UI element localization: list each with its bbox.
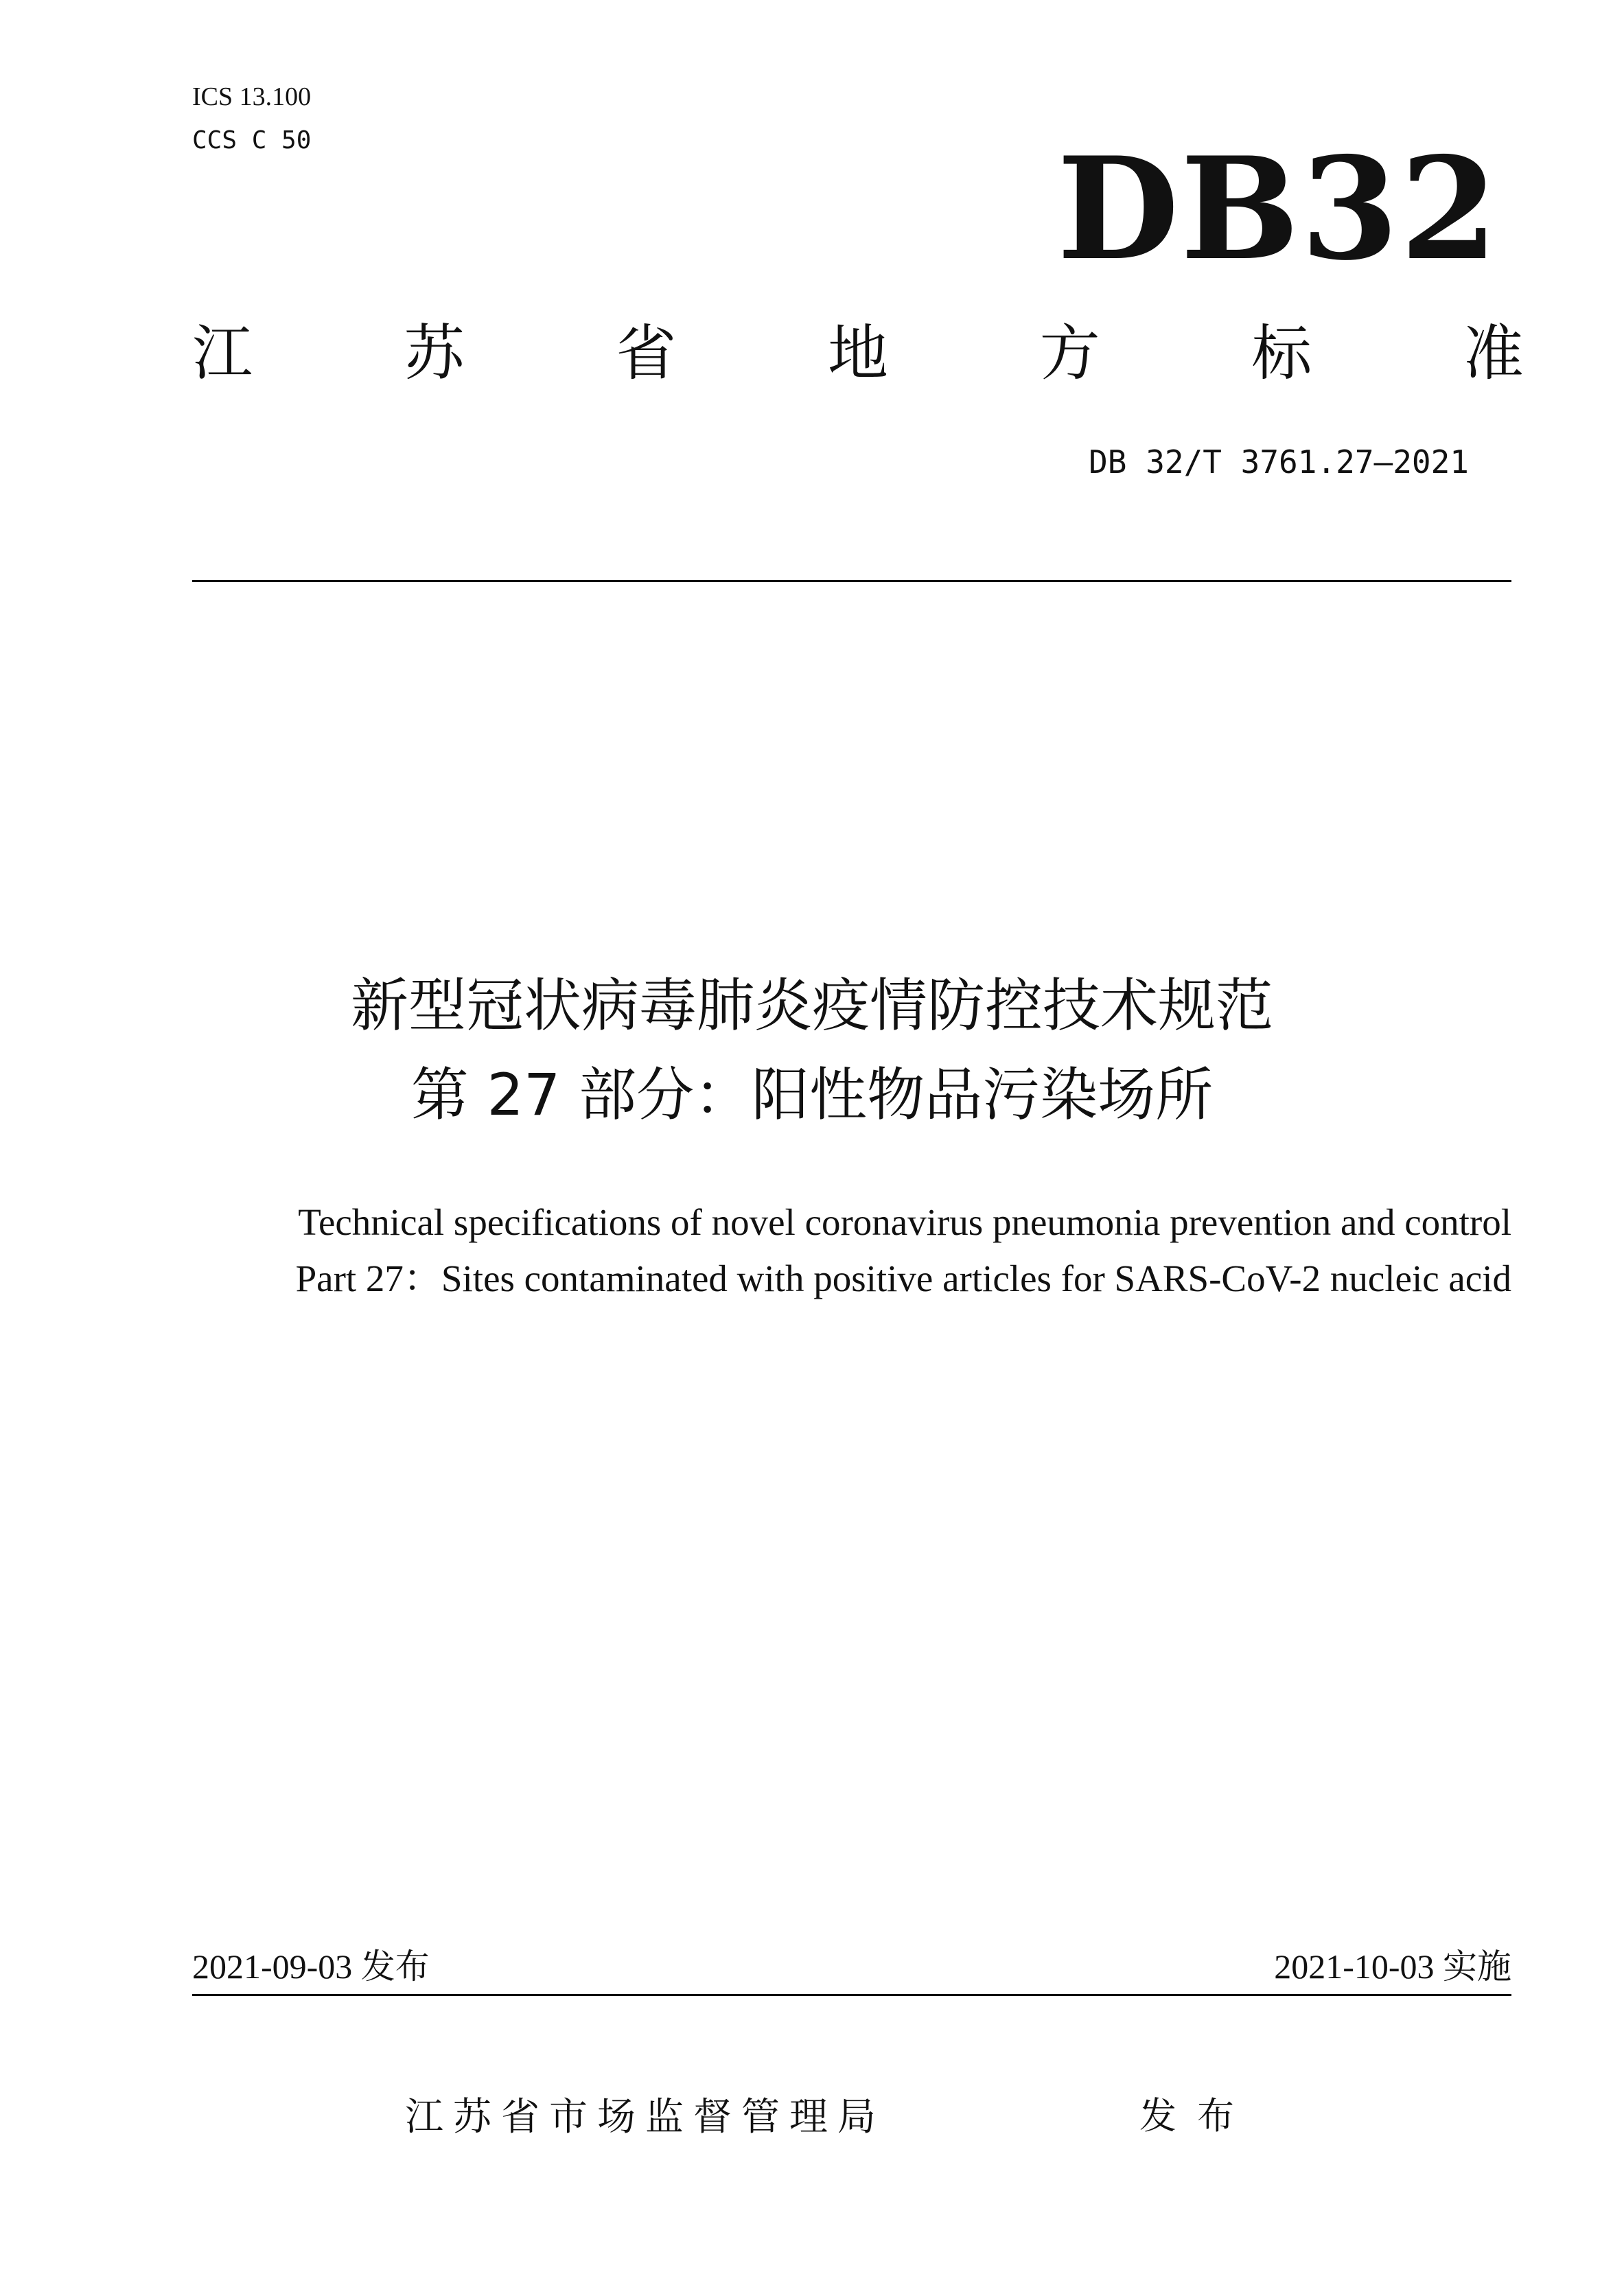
standard-number: DB 32/T 3761.27—2021 xyxy=(1089,443,1469,480)
title-chinese-line1: 新型冠状病毒肺炎疫情防控技术规范 xyxy=(350,972,1273,1039)
footer-divider xyxy=(192,1994,1511,1996)
ics-code: ICS 13.100 xyxy=(192,82,312,111)
issue-date: 2021-09-03 发布 xyxy=(192,1947,430,1986)
implementation-date: 2021-10-03 实施 xyxy=(1274,1947,1511,1986)
title-english-line2: Part 27：Sites contaminated with positive articles for SARS-CoV-2 nucleic acid xyxy=(295,1257,1511,1299)
publish-label: 发布 xyxy=(1139,2094,1255,2137)
standard-type-char: 江 xyxy=(192,318,253,389)
title-chinese-line2: 第 27 部分：阳性物品污染场所 xyxy=(410,1061,1214,1128)
standard-type-char: 地 xyxy=(827,318,888,389)
standard-type xyxy=(192,316,1524,391)
standard-type-char: 省 xyxy=(616,318,677,389)
standard-type-char: 苏 xyxy=(404,318,465,389)
title-chinese xyxy=(124,961,1500,1139)
standard-type-char: 方 xyxy=(1039,318,1100,389)
standard-type-char: 准 xyxy=(1463,318,1524,389)
header-divider xyxy=(192,580,1511,582)
issuing-authority: 江苏省市场监督管理局 xyxy=(405,2095,885,2140)
standard-mark: DB32 xyxy=(1057,127,1500,292)
title-english-line1: Technical specifications of novel coronavirus pneumonia prevention and control xyxy=(298,1201,1511,1243)
title-english xyxy=(124,1194,1511,1307)
standard-type-char: 标 xyxy=(1251,318,1312,389)
ccs-code: CCS C 50 xyxy=(192,126,312,154)
